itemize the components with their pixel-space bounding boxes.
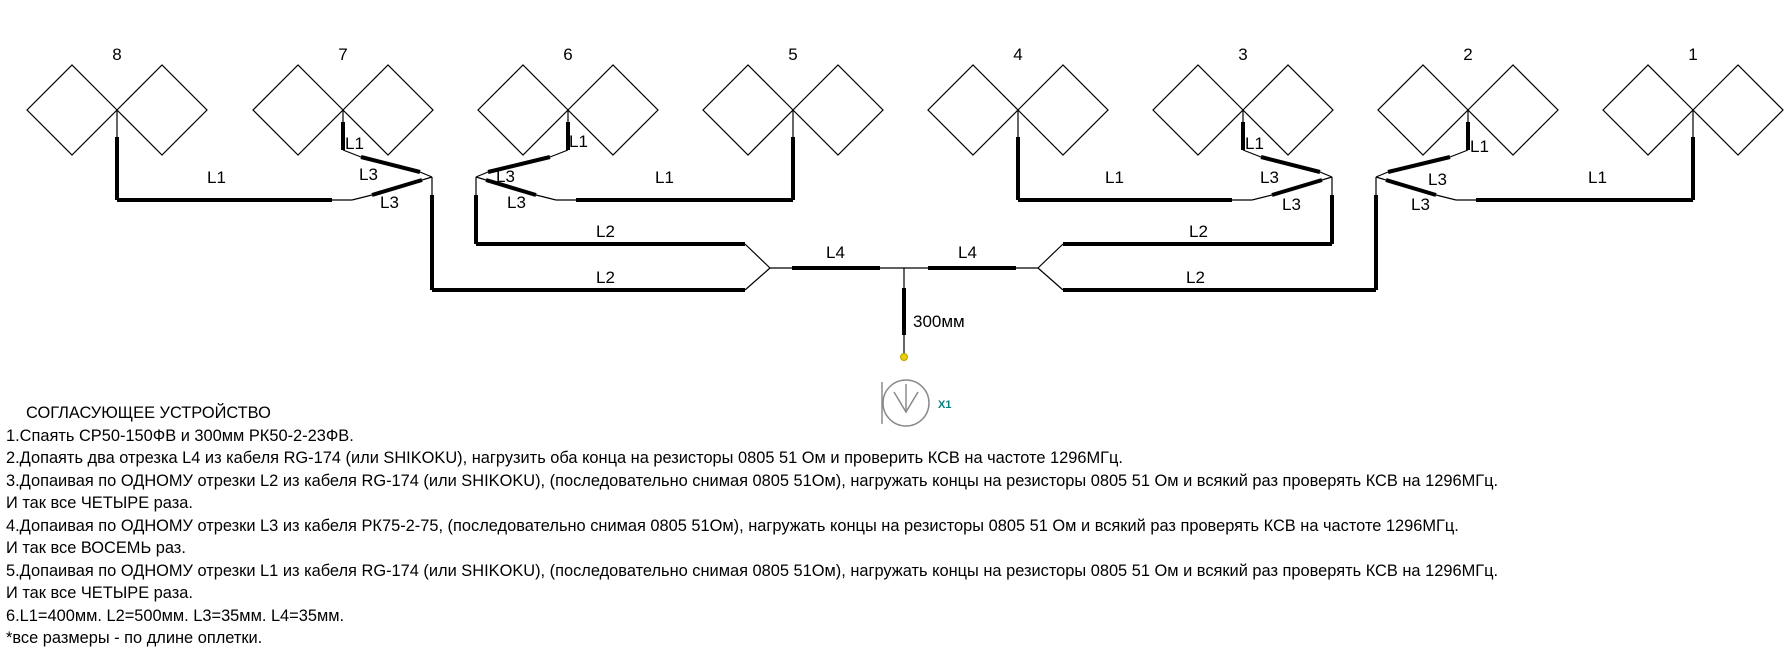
- feed-point: [901, 354, 908, 361]
- assembly-notes: [6, 402, 1498, 650]
- wire: [1322, 177, 1332, 180]
- note-line: 6.L1=400мм. L2=500мм. L3=35мм. L4=35мм.: [6, 606, 345, 625]
- note-line: 5.Допаивая по ОДНОМУ отрезки L1 из кабеля RG-174 (или SHIKOKU), (последовательно снимая 0805 51Ом), нагружать концы на резисторы 0805 51 Ом и всякий раз проверять КСВ на 1296МГц.: [6, 561, 1499, 580]
- antenna-loop-right: [1693, 65, 1783, 155]
- antenna-loop-left: [253, 65, 343, 155]
- wire: [476, 177, 486, 180]
- antenna-number: 4: [1013, 45, 1023, 64]
- wire: [1038, 268, 1063, 290]
- antenna-loop-left: [703, 65, 793, 155]
- antenna-loop-left: [1153, 65, 1243, 155]
- notes-title: СОГЛАСУЮЩЕЕ УСТРОЙСТВО: [26, 404, 271, 422]
- wire: [1436, 195, 1456, 200]
- wire: [1376, 172, 1388, 177]
- note-line: 3.Допаивая по ОДНОМУ отрезки L2 из кабеля RG-174 (или SHIKOKU), (последовательно снимая 0805 51Ом), нагружать концы на резисторы 0805 51 Ом и всякий раз проверять КСВ на 1296МГц.: [6, 471, 1499, 490]
- antenna-elements: [27, 45, 1783, 155]
- label-L3: L3: [507, 193, 526, 212]
- wire: [1376, 177, 1386, 180]
- note-line: 1.Спаять СР50-150ФВ и 300мм РК50-2-23ФВ.: [6, 426, 354, 445]
- label-L3: L3: [380, 193, 399, 212]
- antenna-number: 5: [788, 45, 798, 64]
- label-L1: L1: [569, 132, 588, 151]
- label-L1: L1: [1470, 137, 1489, 156]
- antenna-number: 1: [1688, 45, 1698, 64]
- label-L2: L2: [596, 268, 615, 287]
- label-L1: L1: [1105, 168, 1124, 187]
- antenna-loop-left: [478, 65, 568, 155]
- label-L3: L3: [496, 167, 515, 186]
- wire: [1252, 195, 1272, 200]
- wire: [1450, 150, 1468, 157]
- label-L3: L3: [359, 165, 378, 184]
- wire: [422, 177, 432, 180]
- wire: [745, 268, 770, 290]
- label-L2: L2: [1189, 222, 1208, 241]
- antenna-loop-right: [793, 65, 883, 155]
- label-L2: L2: [596, 222, 615, 241]
- antenna-loop-left: [27, 65, 117, 155]
- label-L4: L4: [826, 243, 845, 262]
- wire: [745, 244, 770, 268]
- label-L1: L1: [655, 168, 674, 187]
- wire: [352, 195, 372, 200]
- label-L3: L3: [1260, 168, 1279, 187]
- note-line: И так все ЧЕТЫРЕ раза.: [6, 584, 193, 602]
- antenna-loop-right: [117, 65, 207, 155]
- connector-label: X1: [938, 399, 952, 411]
- wire: [476, 172, 488, 177]
- antenna-number: 2: [1463, 45, 1473, 64]
- label-L2: L2: [1186, 268, 1205, 287]
- label-feed-length: 300мм: [913, 312, 965, 331]
- wire: [1038, 244, 1063, 268]
- note-line: 2.Допаять два отрезка L4 из кабеля RG-174 (или SHIKOKU), нагрузить оба конца на резисторы 0805 51 Ом и проверить КСВ на частоте 1296МГц.: [6, 449, 1123, 467]
- wire: [1320, 172, 1332, 177]
- label-L3: L3: [1428, 170, 1447, 189]
- antenna-number: 7: [338, 45, 348, 64]
- antenna-loop-left: [1603, 65, 1693, 155]
- wire: [550, 150, 568, 157]
- label-L4: L4: [958, 243, 977, 262]
- label-L1: L1: [1245, 134, 1264, 153]
- antenna-loop-left: [1378, 65, 1468, 155]
- label-L1: L1: [1588, 168, 1607, 187]
- antenna-number: 3: [1238, 45, 1248, 64]
- note-line: И так все ЧЕТЫРЕ раза.: [6, 494, 193, 512]
- wire: [536, 195, 556, 200]
- note-line: *все размеры - по длине оплетки.: [6, 629, 263, 647]
- antenna-loop-right: [1018, 65, 1108, 155]
- label-L1: L1: [207, 168, 226, 187]
- label-L1: L1: [345, 134, 364, 153]
- note-line: 4.Допаивая по ОДНОМУ отрезки L3 из кабеля РК75-2-75, (последовательно снимая 0805 51Ом), нагружать концы на резисторы 0805 51 Ом и всякий раз проверять КСВ на частоте 1296МГц.: [6, 516, 1459, 535]
- antenna-number: 6: [563, 45, 573, 64]
- antenna-loop-left: [928, 65, 1018, 155]
- label-L3: L3: [1411, 195, 1430, 214]
- cable-labels: [207, 132, 1607, 331]
- note-line: И так все ВОСЕМЬ раз.: [6, 539, 186, 557]
- label-L3: L3: [1282, 195, 1301, 214]
- wire: [420, 172, 432, 177]
- antenna-number: 8: [112, 45, 122, 64]
- cable-L3: [1272, 180, 1322, 195]
